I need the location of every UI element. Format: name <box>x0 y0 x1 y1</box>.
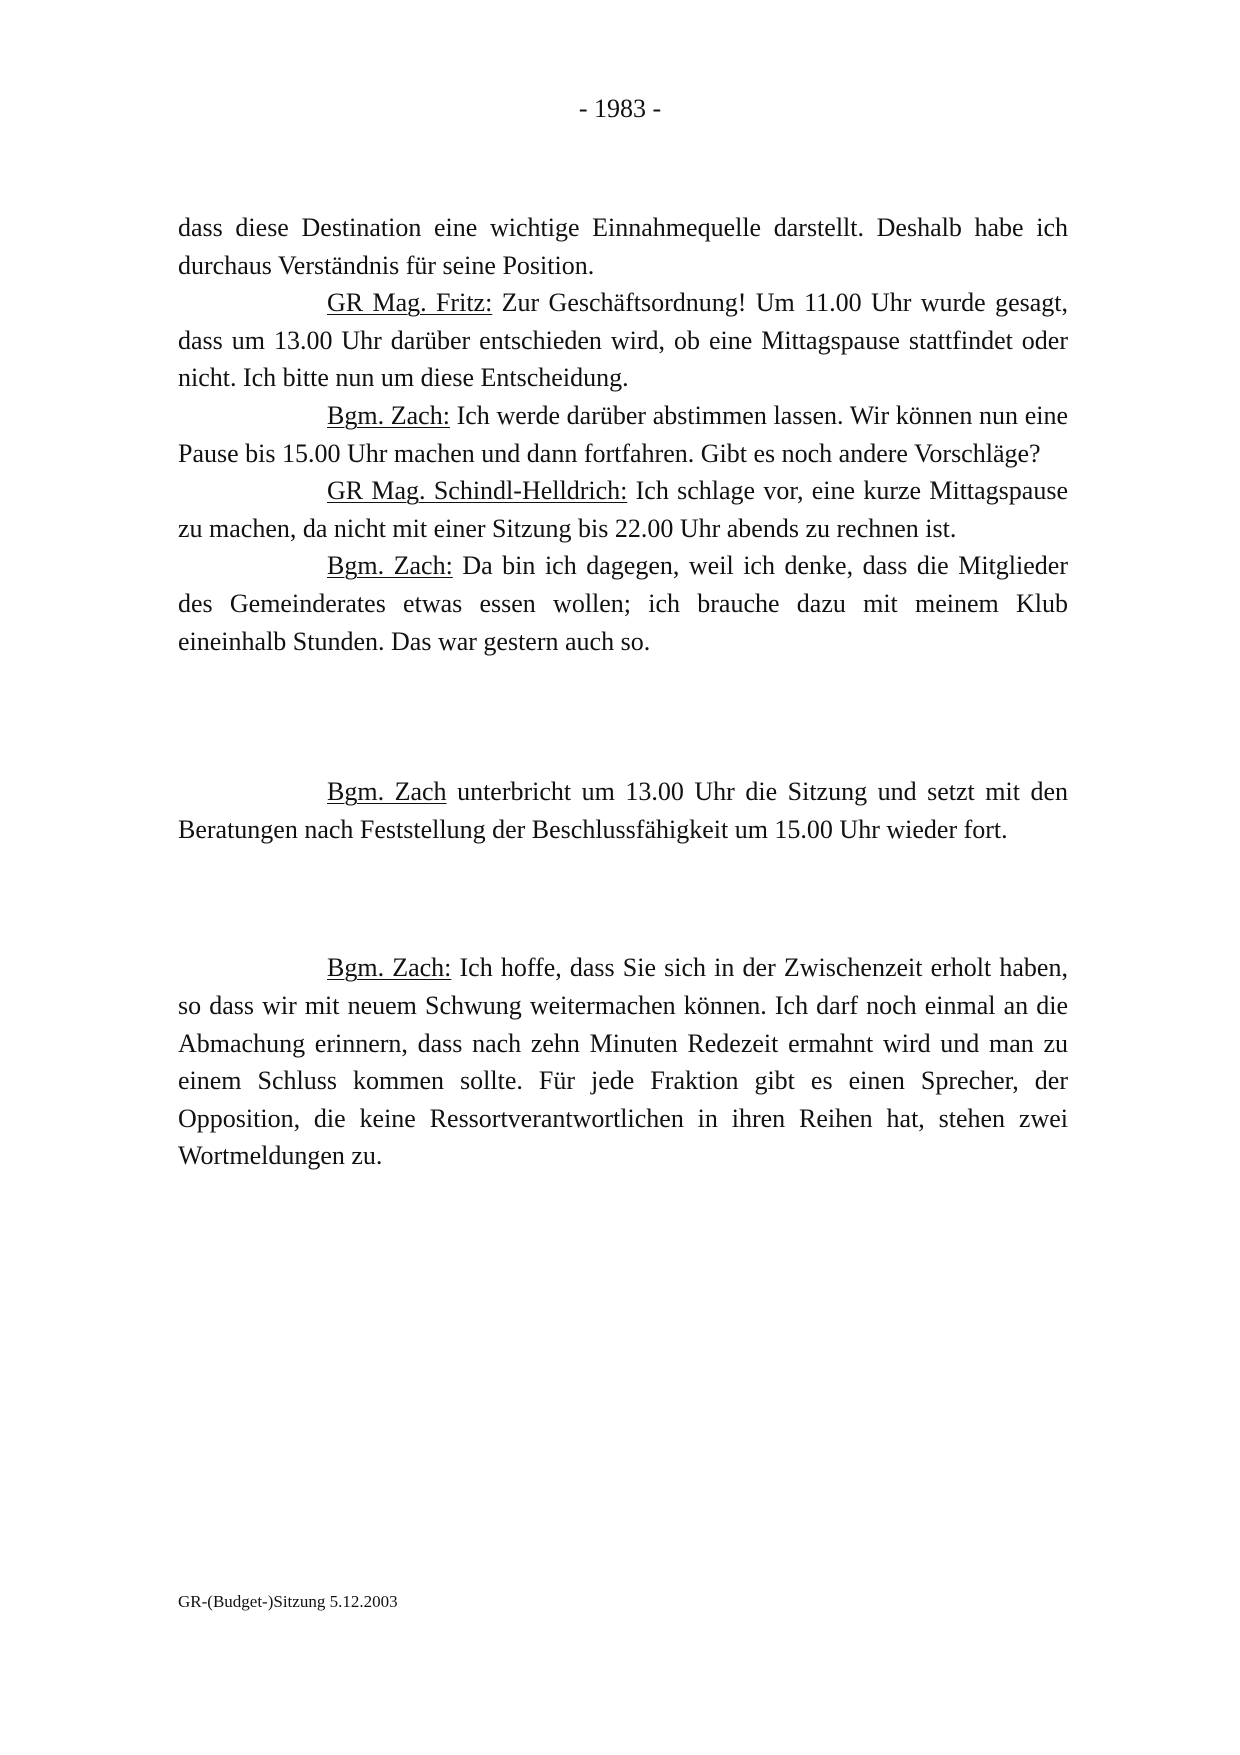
paragraph-text: Ich schlage vor, eine kurze Mittagspause zu machen, da nicht mit einer Sitzung bis 22.00 Uhr abends zu rechnen ist. <box>178 476 1068 543</box>
paragraph-text: Zur Geschäftsordnung! Um 11.00 Uhr wurde gesagt, dass um 13.00 Uhr darüber entschieden wird, ob eine Mittagspause stattfindet oder nicht. Ich bitte nun um diese Entscheidung. <box>178 288 1068 393</box>
speaker-name: Bgm. Zach: <box>327 400 450 430</box>
paragraph-text: Da bin ich dagegen, weil ich denke, dass die Mitglieder des Gemeinderates etwas essen wollen; ich brauche dazu mit meinem Klub eineinhalb Stunden. Das war gestern auch so. <box>178 551 1068 656</box>
paragraph-continuation <box>178 209 1068 284</box>
paragraph-text: dass diese Destination eine wichtige Einnahmequelle darstellt. Deshalb habe ich durchaus Verständnis für seine Position. <box>178 213 1068 280</box>
paragraph-session-break <box>178 773 1068 848</box>
document-body <box>178 209 1068 1175</box>
section-spacer <box>178 660 1068 773</box>
paragraph-zach-1 <box>178 397 1068 472</box>
page-number: - 1983 - <box>578 94 662 123</box>
paragraph-zach-3 <box>178 949 1068 1175</box>
speaker-name: Bgm. Zach: <box>327 551 453 581</box>
paragraph-text: unterbricht um 13.00 Uhr die Sitzung und setzt mit den Beratungen nach Feststellung der Beschlussfähigkeit um 15.00 Uhr wieder fort. <box>178 777 1068 844</box>
speaker-name: GR Mag. Fritz: <box>327 288 493 318</box>
paragraph-text: Ich hoffe, dass Sie sich in der Zwischenzeit erholt haben, so dass wir mit neuem Schwung weitermachen können. Ich darf noch einmal an die Abmachung erinnern, dass nach zehn Minuten Redezeit ermahnt wird und man zu einem Schluss kommen sollte. Für jede Fraktion gibt es einen Sprecher, der Opposition, die keine Ressortverantwortlichen in ihren Reihen hat, stehen zwei Wortmeldungen zu. <box>178 953 1068 1171</box>
paragraph-zach-2 <box>178 547 1068 660</box>
paragraph-text: Ich werde darüber abstimmen lassen. Wir können nun eine Pause bis 15.00 Uhr machen und dann fortfahren. Gibt es noch andere Vorschläge? <box>178 400 1068 468</box>
speaker-name: Bgm. Zach: <box>327 953 452 983</box>
speaker-name: Bgm. Zach <box>327 777 447 807</box>
paragraph-fritz <box>178 284 1068 397</box>
section-spacer <box>178 848 1068 949</box>
speaker-name: GR Mag. Schindl-Helldrich: <box>327 476 628 506</box>
paragraph-schindl-helldrich <box>178 472 1068 547</box>
page-footer: GR-(Budget-)Sitzung 5.12.2003 <box>178 1592 398 1611</box>
